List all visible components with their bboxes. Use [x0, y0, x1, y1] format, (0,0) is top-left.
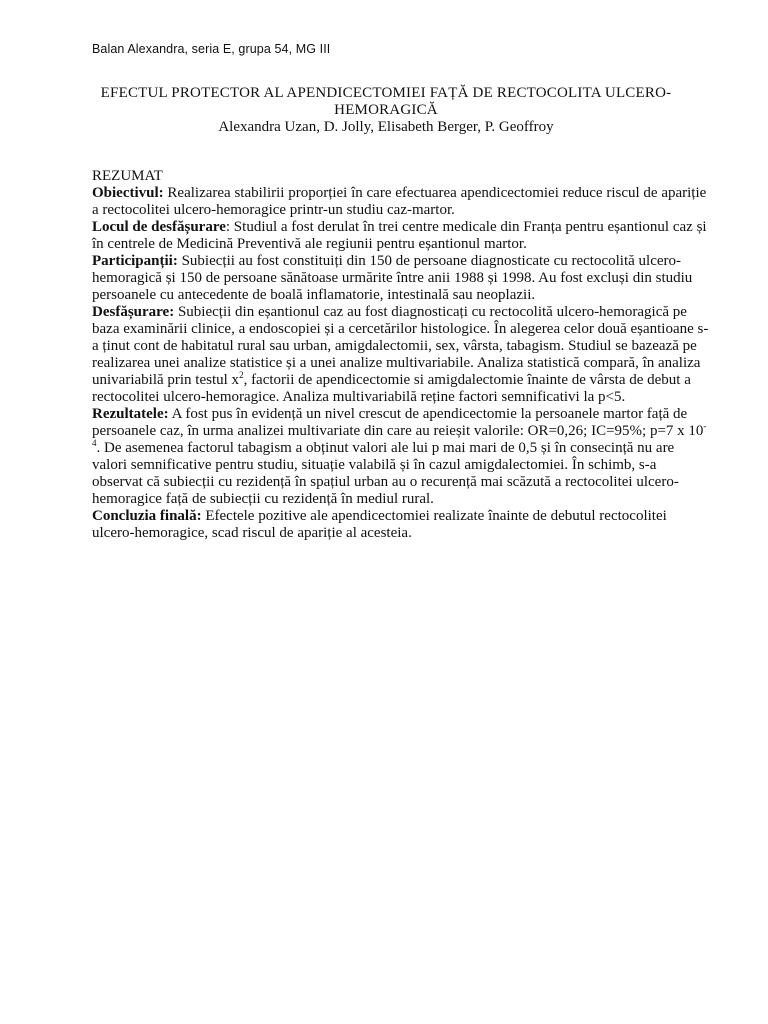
location-label: Locul de desfășurare	[92, 219, 226, 235]
objective-paragraph	[92, 185, 710, 219]
conclusion-label: Concluzia finală:	[92, 508, 202, 524]
results-text-1: A fost pus în evidență un nivel crescut de apendicectomie la persoanele martor față de persoanele caz, în urma analizei multivariate din care au reieșit valorile: OR=0,26; IC=95%; p=7 x 10	[92, 406, 704, 439]
article-title-line-2: HEMORAGICĂ	[334, 102, 438, 118]
conclusion-paragraph	[92, 508, 710, 542]
author-header: Balan Alexandra, seria E, grupa 54, MG III	[92, 42, 331, 56]
title-block	[88, 85, 684, 136]
article-title-line-1: EFECTUL PROTECTOR AL APENDICECTOMIEI FAȚĂ DE RECTOCOLITA ULCERO-	[100, 85, 672, 101]
procedure-text-2: , factorii de apendicectomie si amigdalectomie înainte de vârsta de debut a rectocolitei ulcero-hemoragice. Analiza multivariabilă reține factori semnificativi la p<5.	[92, 372, 691, 405]
objective-text: Realizarea stabilirii proporției în care efectuarea apendicectomiei reduce riscul de apariție a rectocolitei ulcero-hemoragice printr-un studiu caz-martor.	[92, 185, 707, 218]
procedure-text-1: Subiecții din eșantionul caz au fost diagnosticați cu rectocolită ulcero-hemoragică pe baza examinării clinice, a endoscopiei și a cercetărilor histologice. În alegerea celor două eșantioane s-a ținut cont de habitatul rural sau urban, amigdalectomii, sex, vârsta, tabagism. Studiul se bazează pe realizarea unei analize statistice și a unei analize multivariabile. Analiza statistică compară, în analiza univariabilă prin testul x	[92, 304, 709, 388]
objective-label: Obiectivul:	[92, 185, 164, 201]
conclusion-text: Efectele pozitive ale apendicectomiei realizate înainte de debutul rectocolitei ulcero-hemoragice, scad riscul de apariție al acesteia.	[92, 508, 667, 541]
results-paragraph	[92, 406, 710, 508]
procedure-label: Desfășurare:	[92, 304, 175, 320]
procedure-paragraph	[92, 304, 710, 406]
procedure-superscript: 2	[239, 370, 244, 380]
participants-paragraph	[92, 253, 710, 304]
results-superscript: -4	[92, 421, 707, 448]
abstract-body	[92, 168, 710, 542]
participants-label: Participanții:	[92, 253, 178, 269]
results-label: Rezultatele:	[92, 406, 169, 422]
abstract-heading: REZUMAT	[92, 168, 163, 184]
results-text-2: . De asemenea factorul tabagism a obținut valori ale lui p mai mari de 0,5 și în consecință nu are valori semnificative pentru studiu, situație valabilă și în cazul amigdalectomiei. În schimb, s-a observat că subiecții cu rezidență în spațiul urban au o recurență mai scăzută a rectocolitei ulcero-hemoragice față de subiecții cu rezidență în mediul rural.	[92, 440, 679, 507]
participants-text: Subiecții au fost constituiți din 150 de persoane diagnosticate cu rectocolită ulcero-hemoragică și 150 de persoane sănătoase urmărite între anii 1988 și 1998. Au fost excluși din studiu persoanele cu antecedente de boală inflamatorie, intestinală sau neoplazii.	[92, 253, 693, 303]
location-text: : Studiul a fost derulat în trei centre medicale din Franța pentru eșantionul caz și în centrele de Medicină Preventivă ale regiunii pentru eșantionul martor.	[92, 219, 707, 252]
location-paragraph	[92, 219, 710, 253]
article-authors: Alexandra Uzan, D. Jolly, Elisabeth Berger, P. Geoffroy	[218, 119, 554, 135]
